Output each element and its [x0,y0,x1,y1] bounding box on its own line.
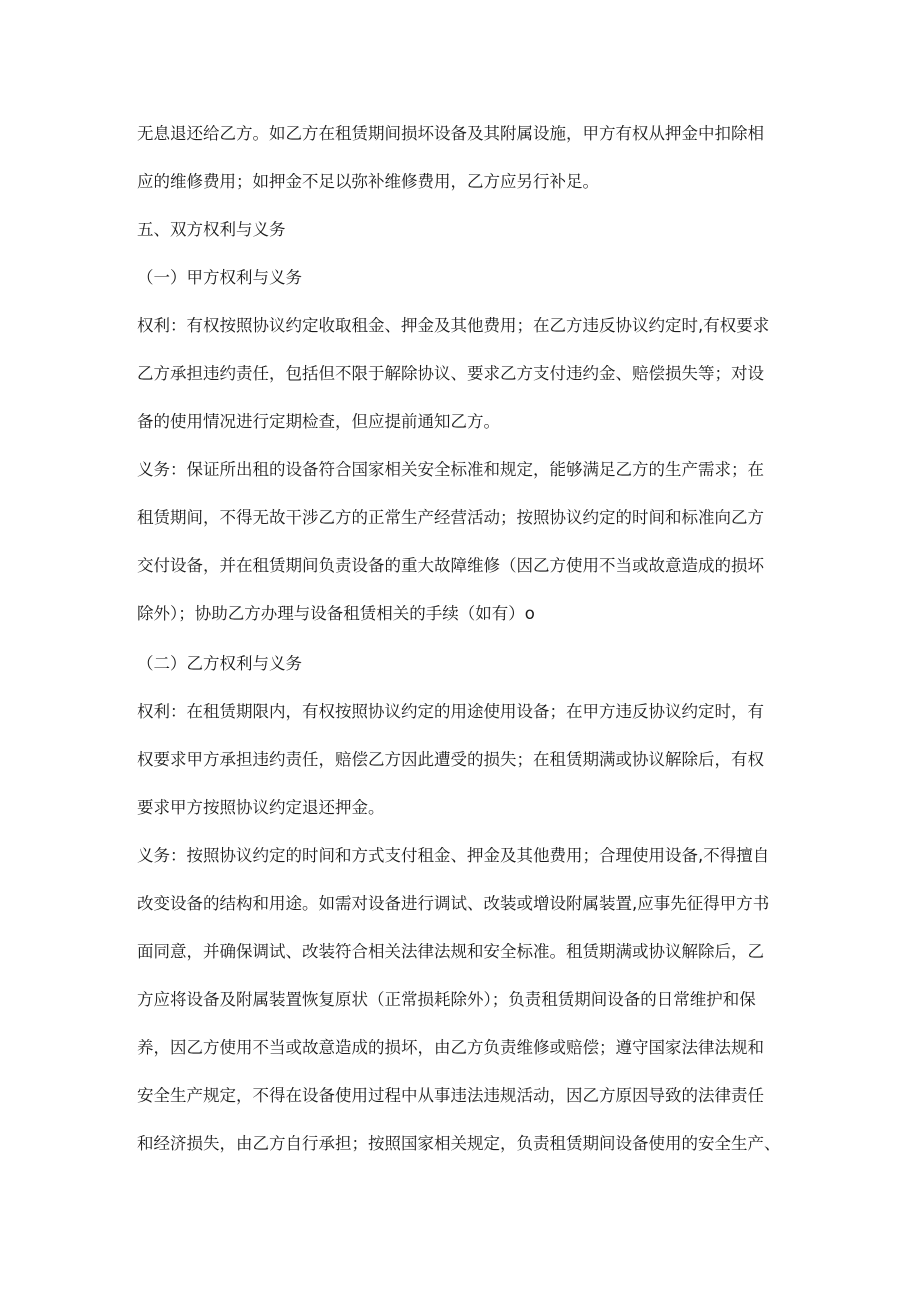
section-heading: 五、双方权利与义务 [137,220,286,239]
paragraph-line: 权利：有权按照协议约定收取租金、押金及其他费用；在乙方违反协议约定时,有权要求 [137,316,770,335]
paragraph-line: 权利：在租赁期限内，有权按照协议约定的用途使用设备；在甲方违反协议约定时，有 [137,702,764,721]
paragraph-line: 安全生产规定，不得在设备使用过程中从事违法违规活动，因乙方原因导致的法律责任 [137,1086,764,1105]
paragraph-line: 无息退还给乙方。如乙方在租赁期间损坏设备及其附属设施，甲方有权从押金中扣除相 [137,124,764,143]
subsection-heading: （一）甲方权利与义务 [137,268,302,287]
paragraph-line: 应的维修费用；如押金不足以弥补维修费用，乙方应另行补足。 [137,172,599,191]
paragraph-line: 方应将设备及附属装置恢复原状（正常损耗除外）；负责租赁期间设备的日常维护和保 [137,990,756,1009]
paragraph-line: 要求甲方按照协议约定退还押金。 [137,798,385,817]
paragraph-line: 备的使用情况进行定期检查，但应提前通知乙方。 [137,412,500,431]
paragraph-line: 权要求甲方承担违约责任，赔偿乙方因此遭受的损失；在租赁期满或协议解除后，有权 [137,750,764,769]
paragraph-line: 义务：保证所出租的设备符合国家相关安全标准和规定，能够满足乙方的生产需求；在 [137,460,764,479]
paragraph-line: 乙方承担违约责任，包括但不限于解除协议、要求乙方支付违约金、赔偿损失等；对设 [137,364,764,383]
subsection-heading: （二）乙方权利与义务 [137,654,302,673]
paragraph-line: 租赁期间，不得无故干涉乙方的正常生产经营活动；按照协议约定的时间和标准向乙方 [137,508,764,527]
paragraph-line: 交付设备，并在租赁期间负责设备的重大故障维修（因乙方使用不当或故意造成的损坏 [137,556,764,575]
paragraph-line: 养，因乙方使用不当或故意造成的损坏，由乙方负责维修或赔偿；遵守国家法律法规和 [137,1038,764,1057]
paragraph-line: 改变设备的结构和用途。如需对设备进行调试、改装或增设附属装置,应事先征得甲方书 [137,894,770,913]
paragraph-line: 面同意，并确保调试、改装符合相关法律法规和安全标准。租赁期满或协议解除后，乙 [137,942,764,961]
paragraph-line: 除外）；协助乙方办理与设备租赁相关的手续（如有）o [137,604,535,623]
paragraph-line: 和经济损失，由乙方自行承担；按照国家相关规定，负责租赁期间设备使用的安全生产、 [137,1134,781,1153]
paragraph-line: 义务：按照协议约定的时间和方式支付租金、押金及其他费用；合理使用设备,不得擅自 [137,846,770,865]
